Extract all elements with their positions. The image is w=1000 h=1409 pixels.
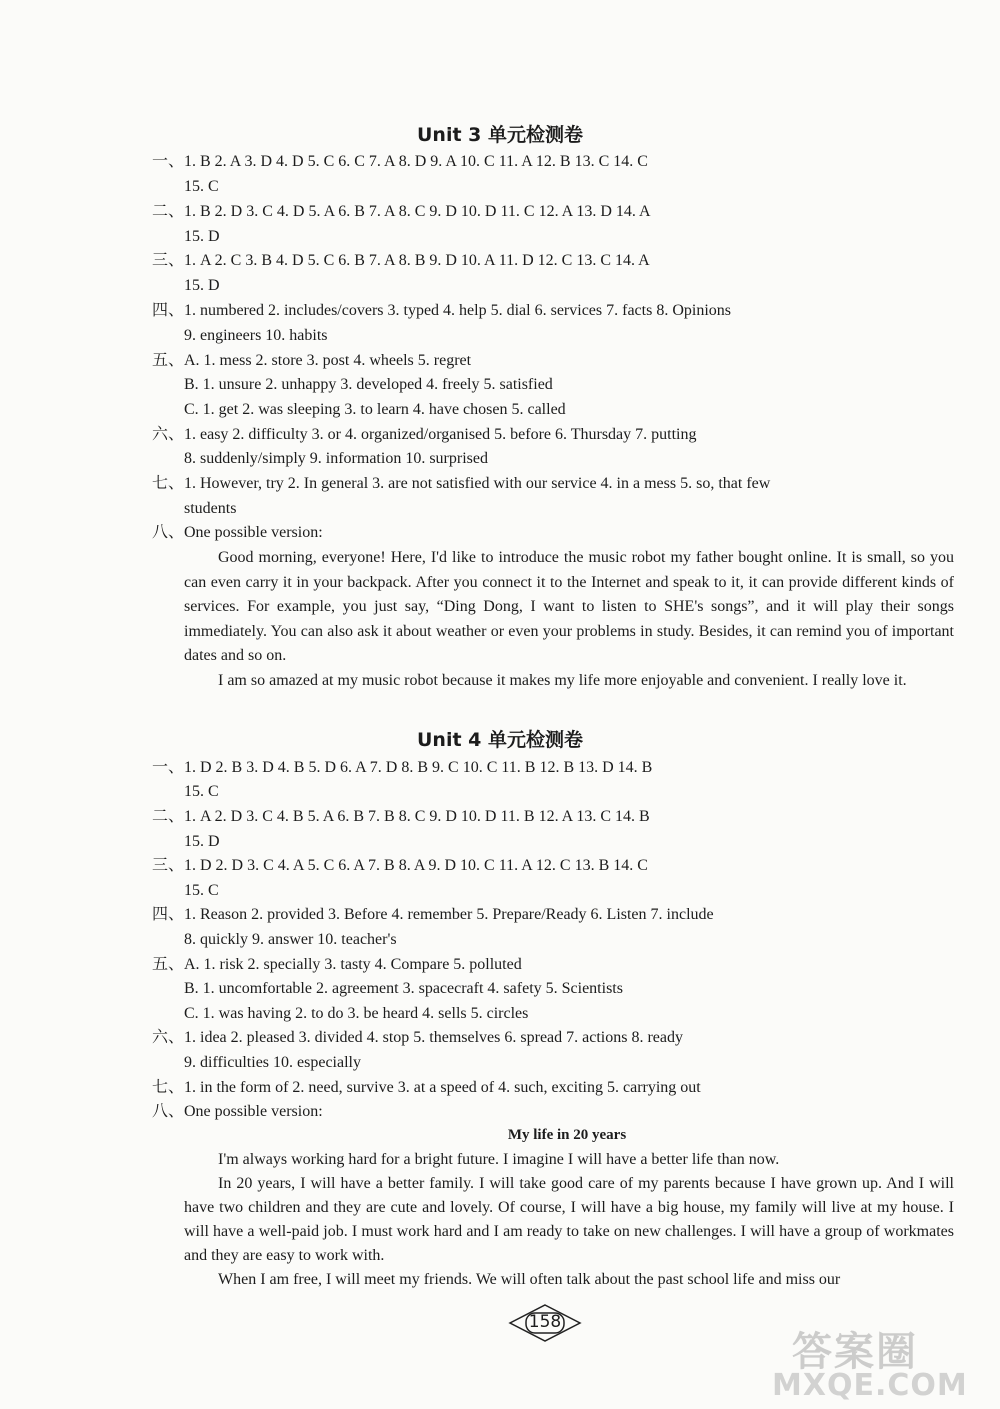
essay-paragraph: When I am free, I will meet my friends. We will often talk about the past school life and miss our: [218, 1271, 841, 1288]
essay-paragraph: Good morning, everyone! Here, I'd like to introduce the music robot my father bought online. It is small, so you can even carry it in your backpack. After you connect it to the Internet and speak to it, it can provide different kinds of services. For example, you just say, “Ding Dong, I want to listen to SHE's songs”, and it will play their songs immediately. You can also ask it about weather or even your problems in study. Besides, it can remind you of important dates and so on.: [184, 549, 954, 665]
answer-line: B. 1. uncomfortable 2. agreement 3. spacecraft 4. safety 5. Scientists: [184, 980, 623, 997]
answer-line: 15. C: [184, 882, 219, 899]
unit3-essay: [184, 546, 954, 694]
answer-line: 15. D: [184, 277, 220, 294]
answer-line: 八、One possible version:: [152, 1103, 323, 1120]
answer-line: 15. C: [184, 783, 219, 800]
answer-line: 8. quickly 9. answer 10. teacher's: [184, 931, 397, 948]
answer-line: 七、1. in the form of 2. need, survive 3. at a speed of 4. such, exciting 5. carrying out: [152, 1079, 701, 1096]
answer-line: 15. D: [184, 833, 220, 850]
answer-line: 二、1. A 2. D 3. C 4. B 5. A 6. B 7. B 8. C 9. D 10. D 11. B 12. A 13. C 14. B: [152, 808, 650, 825]
answer-line: B. 1. unsure 2. unhappy 3. developed 4. freely 5. satisfied: [184, 376, 553, 393]
answer-line: 四、1. Reason 2. provided 3. Before 4. remember 5. Prepare/Ready 6. Listen 7. include: [152, 906, 714, 923]
answer-line: 8. suddenly/simply 9. information 10. surprised: [184, 450, 488, 467]
answer-line: 二、1. B 2. D 3. C 4. D 5. A 6. B 7. A 8. C 9. D 10. D 11. C 12. A 13. D 14. A: [152, 203, 651, 220]
answer-line: 15. D: [184, 228, 220, 245]
answer-line: 三、1. D 2. D 3. C 4. A 5. C 6. A 7. B 8. A 9. D 10. C 11. A 12. C 13. B 14. C: [152, 857, 648, 874]
watermark-logo: 答案圈: [792, 1329, 918, 1375]
unit3-title: Unit 3 单元检测卷: [417, 124, 583, 146]
answer-line: 四、1. numbered 2. includes/covers 3. typed 4. help 5. dial 6. services 7. facts 8. Opinions: [152, 302, 731, 319]
answer-line: C. 1. was having 2. to do 3. be heard 4. sells 5. circles: [184, 1005, 529, 1022]
answer-line: 15. C: [184, 178, 219, 195]
unit4-title: Unit 4 单元检测卷: [417, 729, 583, 751]
answer-line: 9. difficulties 10. especially: [184, 1054, 361, 1071]
unit4-essay-title: My life in 20 years: [507, 1127, 627, 1143]
essay-paragraph: In 20 years, I will have a better family. I will take good care of my parents because I have grown up. And I will have two children and they are cute and lovely. Of course, I will have a big house, my family will live at my house. I will have a well-paid job. I must work hard and I am ready to take on new challenges. I will have a group of workmates and they are easy to work with.: [184, 1175, 954, 1264]
essay-paragraph: I am so amazed at my music robot because it makes my life more enjoyable and convenient. I really love it.: [218, 671, 907, 689]
answer-line: 三、1. A 2. C 3. B 4. D 5. C 6. B 7. A 8. B 9. D 10. A 11. D 12. C 13. C 14. A: [152, 252, 650, 269]
answer-line: 9. engineers 10. habits: [184, 327, 328, 344]
answer-line: 八、One possible version:: [152, 524, 323, 541]
answer-line: 五、A. 1. risk 2. specially 3. tasty 4. Compare 5. polluted: [152, 956, 522, 973]
answer-line: 一、1. D 2. B 3. D 4. B 5. D 6. A 7. D 8. B 9. C 10. C 11. B 12. B 13. D 14. B: [152, 759, 653, 776]
answer-line: 五、A. 1. mess 2. store 3. post 4. wheels 5. regret: [152, 352, 472, 369]
watermark: [772, 1318, 998, 1408]
answer-line: 七、1. However, try 2. In general 3. are not satisfied with our service 4. in a mess 5. so, that few: [152, 475, 771, 492]
answer-line: C. 1. get 2. was sleeping 3. to learn 4. have chosen 5. called: [184, 401, 566, 418]
unit4-essay: [184, 1148, 954, 1292]
answer-line: 六、1. easy 2. difficulty 3. or 4. organized/organised 5. before 6. Thursday 7. putting: [152, 426, 697, 443]
watermark-url: MXQE.COM: [772, 1368, 968, 1403]
answer-line: students: [184, 500, 237, 517]
page-number-badge: [508, 1304, 582, 1342]
essay-paragraph: I'm always working hard for a bright future. I imagine I will have a better life than now.: [218, 1151, 780, 1168]
answer-line: 六、1. idea 2. pleased 3. divided 4. stop 5. themselves 6. spread 7. actions 8. ready: [152, 1029, 683, 1046]
page-number: 158: [528, 1312, 562, 1332]
answer-line: 一、1. B 2. A 3. D 4. D 5. C 6. C 7. A 8. D 9. A 10. C 11. A 12. B 13. C 14. C: [152, 153, 648, 170]
